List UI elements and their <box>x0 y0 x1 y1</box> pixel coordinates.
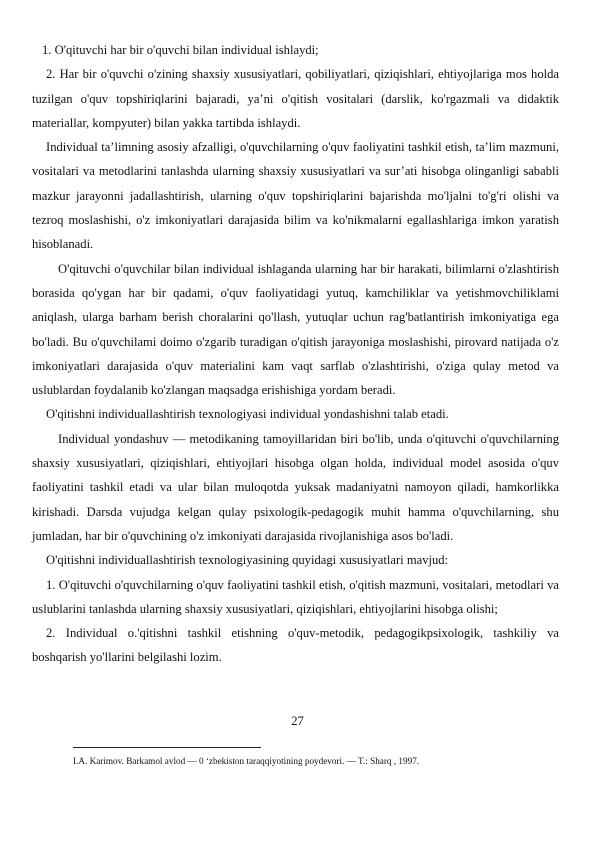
footnote: I.A. Karimov. Barkamol avlod — 0 ‘zbekiston taraqqiyotining poydevori. — T.: Sharq , 1997. <box>73 756 420 766</box>
paragraph-teacher-individual-work: O'qituvchi o'quvchilar bilan individual ishlaganda ularning har bir harakati, bilimlarni o'zlashtirish borasida qo'ygan har bir qadami, o'quv faoliyatidagi yutuq, kamchiliklar va yetishmovchiliklami aniqlash, ularga barham berish choralarini qo'llash, yutuqlar uchun rag'batlantirish imkoniyatiga ega bo'ladi. Bu o'quvchilami doimo o'zgarib turadigan o'qitish jarayoniga moslashishi, pirovard natijada o'z imkoniyatlari darajasida o'quv materialini kam vaqt sarflab o'zlashtirishi, o'ziga qulay metod va uslublardan foydalanib ko'zlangan maqsadga erishishiga yordam beradi. <box>32 261 559 398</box>
paragraph-individual-approach: Individual yondashuv — metodikaning tamoyillaridan biri bo'lib, unda o'qituvchi o'quvchilarning shaxsiy xususiyatlari, qiziqishlari, ehtiyojlari hisobga olgan holda, individual model asosida o'quv faoliyatini tashkil etadi va ular bilan muloqotda yuksak madaniyatni namoyon qiladi, hamkorlikka kirishadi. Darsda vujudga kelgan qulay psixologik-pedagogik muhit hamma o'quvchilarning, shu jumladan, har bir o'quvchining o'z imkoniyati darajasida rivojlanishiga asos bo'ladi. <box>32 431 559 543</box>
footnote-divider <box>73 747 261 748</box>
paragraph-features-intro: O'qitishni individuallashtirish texnologiyasining quyidagi xususiyatlari mavjud: <box>46 553 449 568</box>
paragraph-advantages: Individual ta’limning asosiy afzalligi, o'quvchilarning o'quv faoliyatini tashkil etish, ta’lim mazmuni, vositalari va metodlarini tanlashda ularning shaxsiy xususiyatlari va sur’ati hisobga olinganligi sababli mazkur jarayonni jadallashtirish, ularning o'quv topshiriqlarini bajarishda mo'ljalni to'g'ri olishi va tezroq moslashishi, o'z imkoniyatlari darajasida bilim va ko'nikmalarni egallashlariga imkon yaratish hisoblanadi. <box>32 140 559 252</box>
page-number: 27 <box>291 714 304 728</box>
feature-item-2: 2. Individual o.'qitishni tashkil etishning o'quv-metodik, pedagogikpsixologik, tashkiliy va boshqarish yo'llarini belgilashi lozim. <box>32 626 559 665</box>
feature-item-1: 1. O'qituvchi o'quvchilarning o'quv faoliyatini tashkil etish, o'qitish mazmuni, vositalari, metodlari va uslublarini tanlashda ularning shaxsiy xususiyatlari, qiziqishlari, ehtiyojlarini hisobga olishi; <box>32 577 559 616</box>
paragraph-technology-requirement: O'qitishni individuallashtirish texnologiyasi individual yondashishni talab etadi. <box>46 407 449 422</box>
list-item-2: 2. Har bir o'quvchi o'zining shaxsiy xususiyatlari, qobiliyatlari, qiziqishlari, ehtiyojlariga mos holda tuzilgan o'quv topshiriqlarini bajaradi, ya’ni o'qitish vositalari (darslik, ko'rgazmali va didaktik materiallar, kompyuter) bilan yakka tartibda ishlaydi. <box>32 67 559 130</box>
list-item-1: 1. O'qituvchi har bir o'quvchi bilan individual ishlaydi; <box>42 43 319 57</box>
document-body <box>32 38 559 670</box>
